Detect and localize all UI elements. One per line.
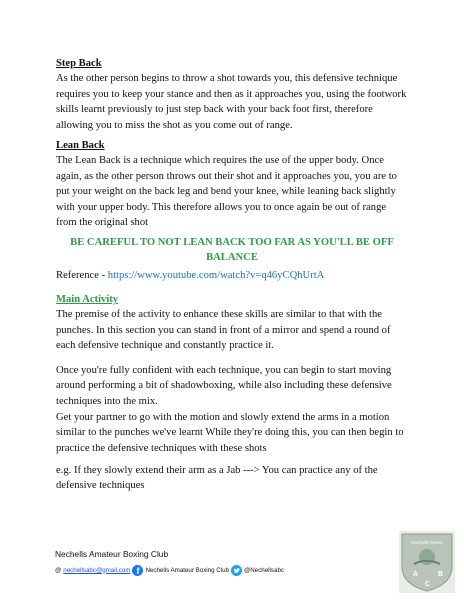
reference-label: Reference -: [56, 270, 108, 281]
main-activity-paragraph-2: Once you're fully confident with each technique, you can begin to start moving around performing a bit of shadowboxing, while also including these defensive techniques into the mix.: [56, 365, 392, 407]
main-activity-paragraph-3-block: [56, 410, 408, 456]
logo-letter-c: C: [425, 581, 431, 588]
logo-letter-b: B: [438, 571, 444, 578]
footer-club-name: Nechells Amateur Boxing Club: [55, 549, 169, 559]
lean-back-text: The Lean Back is a technique which requires the use of the upper body. Once again, as the other person throws out their shot and it approaches you, you are to put your weight on the back leg and bend your knee, while leaning back slightly with your upper body. This therefore allows you to once again be out of range from the original shot: [56, 155, 397, 229]
logo-letter-a: A: [413, 571, 419, 578]
twitter-icon[interactable]: [231, 565, 242, 576]
main-activity-paragraph-2-block: [56, 363, 408, 409]
step-back-section: [56, 56, 408, 133]
logo-top-text: Nechells Green: [411, 540, 443, 545]
reference-link[interactable]: https://www.youtube.com/watch?v=q46yCQhUrtA: [107, 270, 325, 281]
email-link[interactable]: nechellsabc@gmail.com: [63, 566, 131, 574]
twitter-handle: @Nechellsabc: [244, 566, 285, 574]
main-activity-paragraph-4-block: [56, 463, 408, 494]
club-logo: [399, 531, 455, 593]
lean-back-section: [56, 138, 408, 230]
main-activity-section: [56, 292, 408, 354]
main-activity-paragraph-1: The premise of the activity to enhance these skills are similar to that with the punches. In this section you can stand in front of a mirror and spend a round of each defensive technique and constantly practice it.: [56, 309, 391, 352]
facebook-icon[interactable]: f: [132, 565, 143, 576]
step-back-text: As the other person begins to throw a shot towards you, this defensive technique requires you to keep your stance and then as it approaches you, using the footwork skills learnt previously to just step back with your back foot first, therefore allowing you to miss the shot as you come out of range.: [56, 73, 407, 131]
main-activity-paragraph-3: Get your partner to go with the motion and slowly extend the arms in a motion similar to the punches we've learnt While they're doing this, you can then begin to practice the defensive techniques with these shots: [56, 412, 404, 454]
reference-line: [56, 268, 408, 283]
facebook-name: Nechells Amateur Boxing Club: [145, 566, 230, 574]
main-activity-paragraph-4: e.g. If they slowly extend their arm as a Jab ---> You can practice any of the defensive techniques: [56, 465, 378, 492]
footer-contact-line: [55, 564, 284, 576]
step-back-heading: Step Back: [56, 58, 102, 69]
main-activity-heading: Main Activity: [56, 294, 119, 305]
balance-warning: BE CAREFUL TO NOT LEAN BACK TOO FAR AS YOU'LL BE OFF BALANCE: [70, 237, 394, 263]
email-prefix: @: [55, 566, 62, 574]
lean-back-heading: Lean Back: [56, 140, 105, 151]
